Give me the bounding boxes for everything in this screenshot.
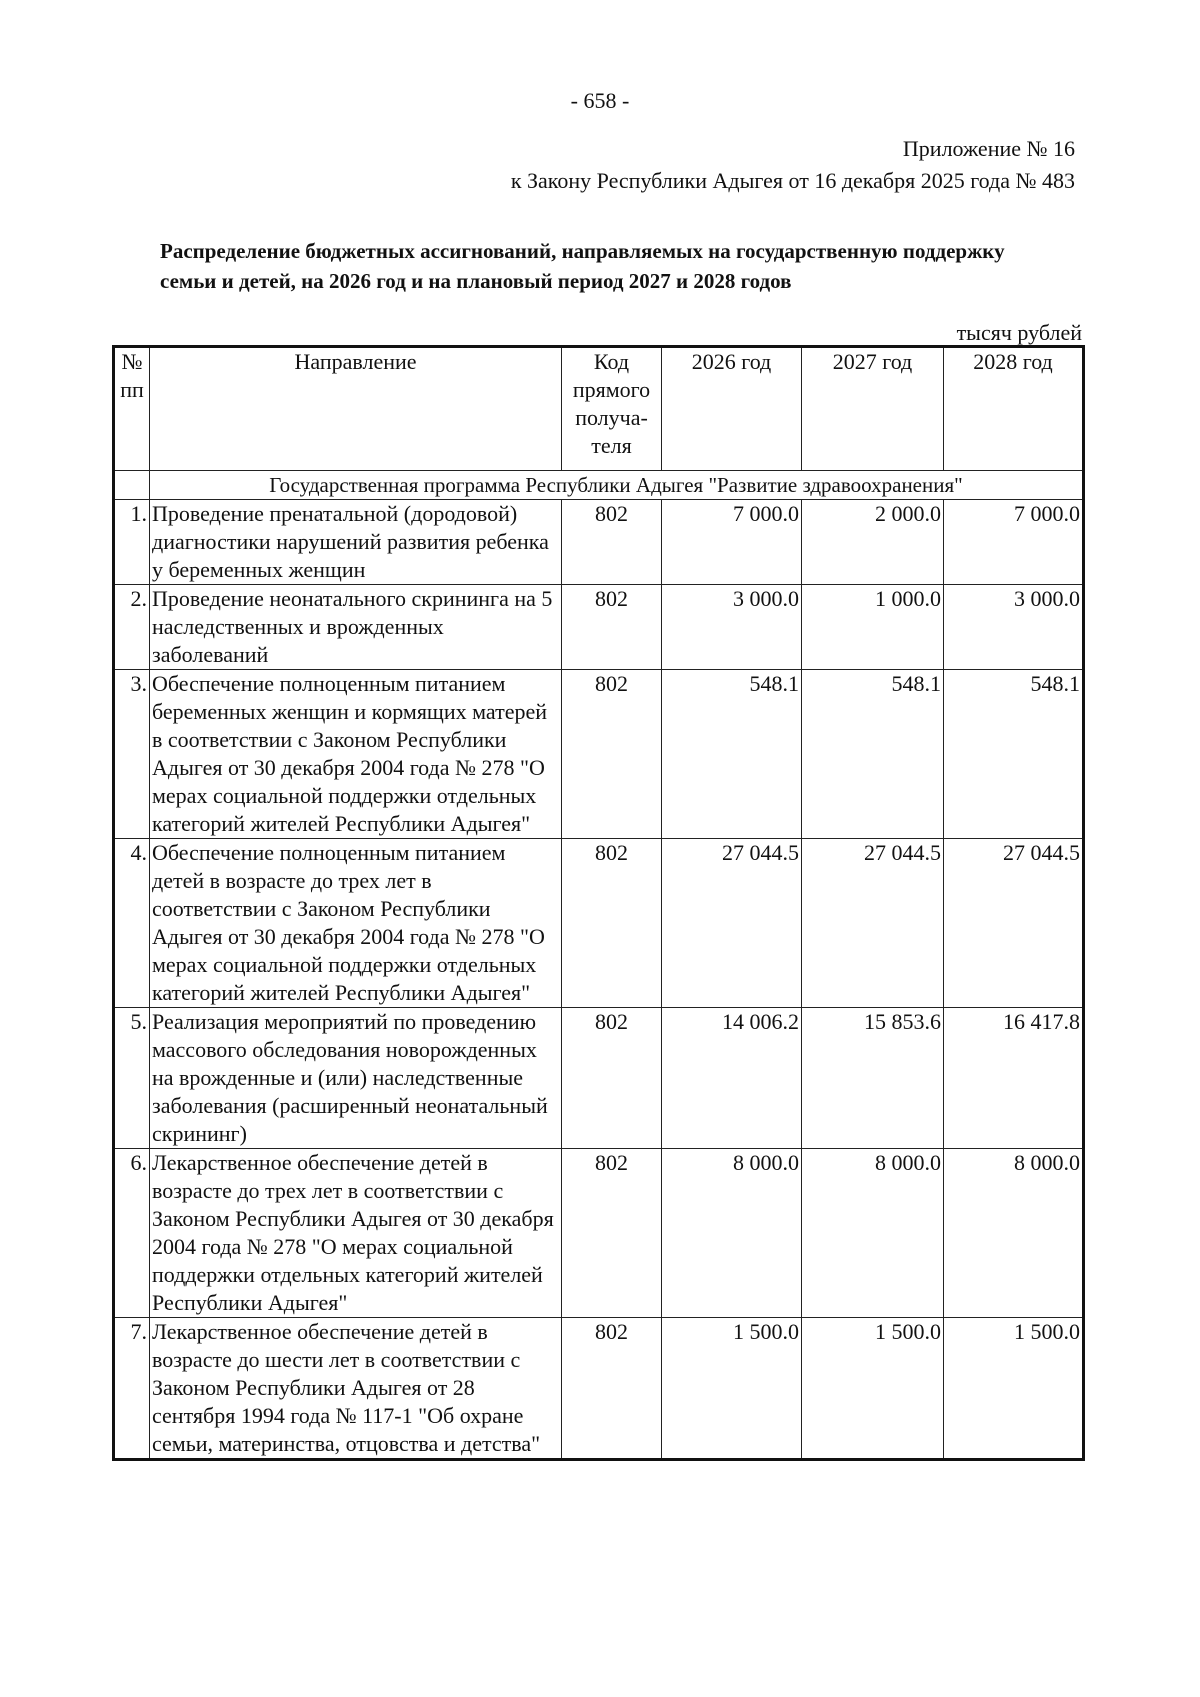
row-direction: Обеспечение полноценным питанием беременных женщин и кормящих матерей в соответствии с Законом Республики Адыгея от 30 декабря 2004 года № 278 "О мерах социальной поддержки отдельных категорий жителей Республики Адыгея" [150,670,562,839]
row-amount-2026: 3 000.0 [662,585,802,670]
row-amount-2026: 548.1 [662,670,802,839]
row-recipient-code: 802 [562,1149,662,1318]
units-label: тысяч рублей [956,320,1082,345]
section-num-cell [114,471,150,500]
header-direction: Направление [150,347,562,471]
row-number: 4. [114,839,150,1008]
row-amount-2028: 548.1 [944,670,1084,839]
row-amount-2026: 27 044.5 [662,839,802,1008]
row-amount-2027: 1 500.0 [802,1318,944,1460]
table-row [114,585,1084,670]
header-2028: 2028 год [944,347,1084,471]
header-num: № пп [114,347,150,471]
row-number: 2. [114,585,150,670]
row-amount-2027: 15 853.6 [802,1008,944,1149]
section-title: Государственная программа Республики Адыгея "Развитие здравоохранения" [150,471,1084,500]
row-number: 1. [114,500,150,585]
table-row [114,1008,1084,1149]
table-header-row [114,347,1084,471]
row-amount-2028: 27 044.5 [944,839,1084,1008]
header-2026: 2026 год [662,347,802,471]
row-recipient-code: 802 [562,839,662,1008]
section-row [114,471,1084,500]
row-amount-2028: 3 000.0 [944,585,1084,670]
row-amount-2026: 7 000.0 [662,500,802,585]
appendix-number: Приложение № 16 [902,136,1075,161]
table-row [114,1149,1084,1318]
row-amount-2028: 16 417.8 [944,1008,1084,1149]
row-amount-2028: 7 000.0 [944,500,1084,585]
row-direction: Проведение пренатальной (дородовой) диагностики нарушений развития ребенка у беременных женщин [150,500,562,585]
row-direction: Проведение неонатального скрининга на 5 наследственных и врожденных заболеваний [150,585,562,670]
table-row [114,500,1084,585]
row-direction: Лекарственное обеспечение детей в возрасте до шести лет в соответствии с Законом Республики Адыгея от 28 сентября 1994 года № 117-1 "Об охране семьи, материнства, отцовства и детства" [150,1318,562,1460]
row-amount-2027: 27 044.5 [802,839,944,1008]
row-recipient-code: 802 [562,585,662,670]
row-number: 6. [114,1149,150,1318]
row-number: 3. [114,670,150,839]
row-amount-2026: 8 000.0 [662,1149,802,1318]
page-number: - 658 - [570,88,630,113]
row-amount-2028: 1 500.0 [944,1318,1084,1460]
row-number: 7. [114,1318,150,1460]
document-title: Распределение бюджетных ассигнований, направляемых на государственную поддержку семьи и детей, на 2026 год и на плановый период 2027 и 2028 годов [160,239,1005,293]
row-amount-2027: 548.1 [802,670,944,839]
row-amount-2028: 8 000.0 [944,1149,1084,1318]
row-recipient-code: 802 [562,1008,662,1149]
row-amount-2027: 1 000.0 [802,585,944,670]
row-recipient-code: 802 [562,670,662,839]
row-recipient-code: 802 [562,1318,662,1460]
row-direction: Лекарственное обеспечение детей в возрасте до трех лет в соответствии с Законом Республики Адыгея от 30 декабря 2004 года № 278 "О мерах социальной поддержки отдельных категорий жителей Республики Адыгея" [150,1149,562,1318]
row-direction: Реализация мероприятий по проведению массового обследования новорожденных на врожденные и (или) наследственные заболевания (расширенный неонатальный скрининг) [150,1008,562,1149]
row-amount-2026: 14 006.2 [662,1008,802,1149]
row-recipient-code: 802 [562,500,662,585]
row-amount-2026: 1 500.0 [662,1318,802,1460]
table-row [114,839,1084,1008]
appendix-reference [511,133,1075,197]
header-2027: 2027 год [802,347,944,471]
table-row [114,1318,1084,1460]
budget-table [112,345,1085,1461]
table-row [114,670,1084,839]
row-amount-2027: 2 000.0 [802,500,944,585]
header-code: Код прямого получа-теля [562,347,662,471]
appendix-law-reference: к Закону Республики Адыгея от 16 декабря 2025 года № 483 [510,168,1075,193]
row-direction: Обеспечение полноценным питанием детей в возрасте до трех лет в соответствии с Законом Республики Адыгея от 30 декабря 2004 года № 278 "О мерах социальной поддержки отдельных категорий жителей Республики Адыгея" [150,839,562,1008]
row-amount-2027: 8 000.0 [802,1149,944,1318]
row-number: 5. [114,1008,150,1149]
